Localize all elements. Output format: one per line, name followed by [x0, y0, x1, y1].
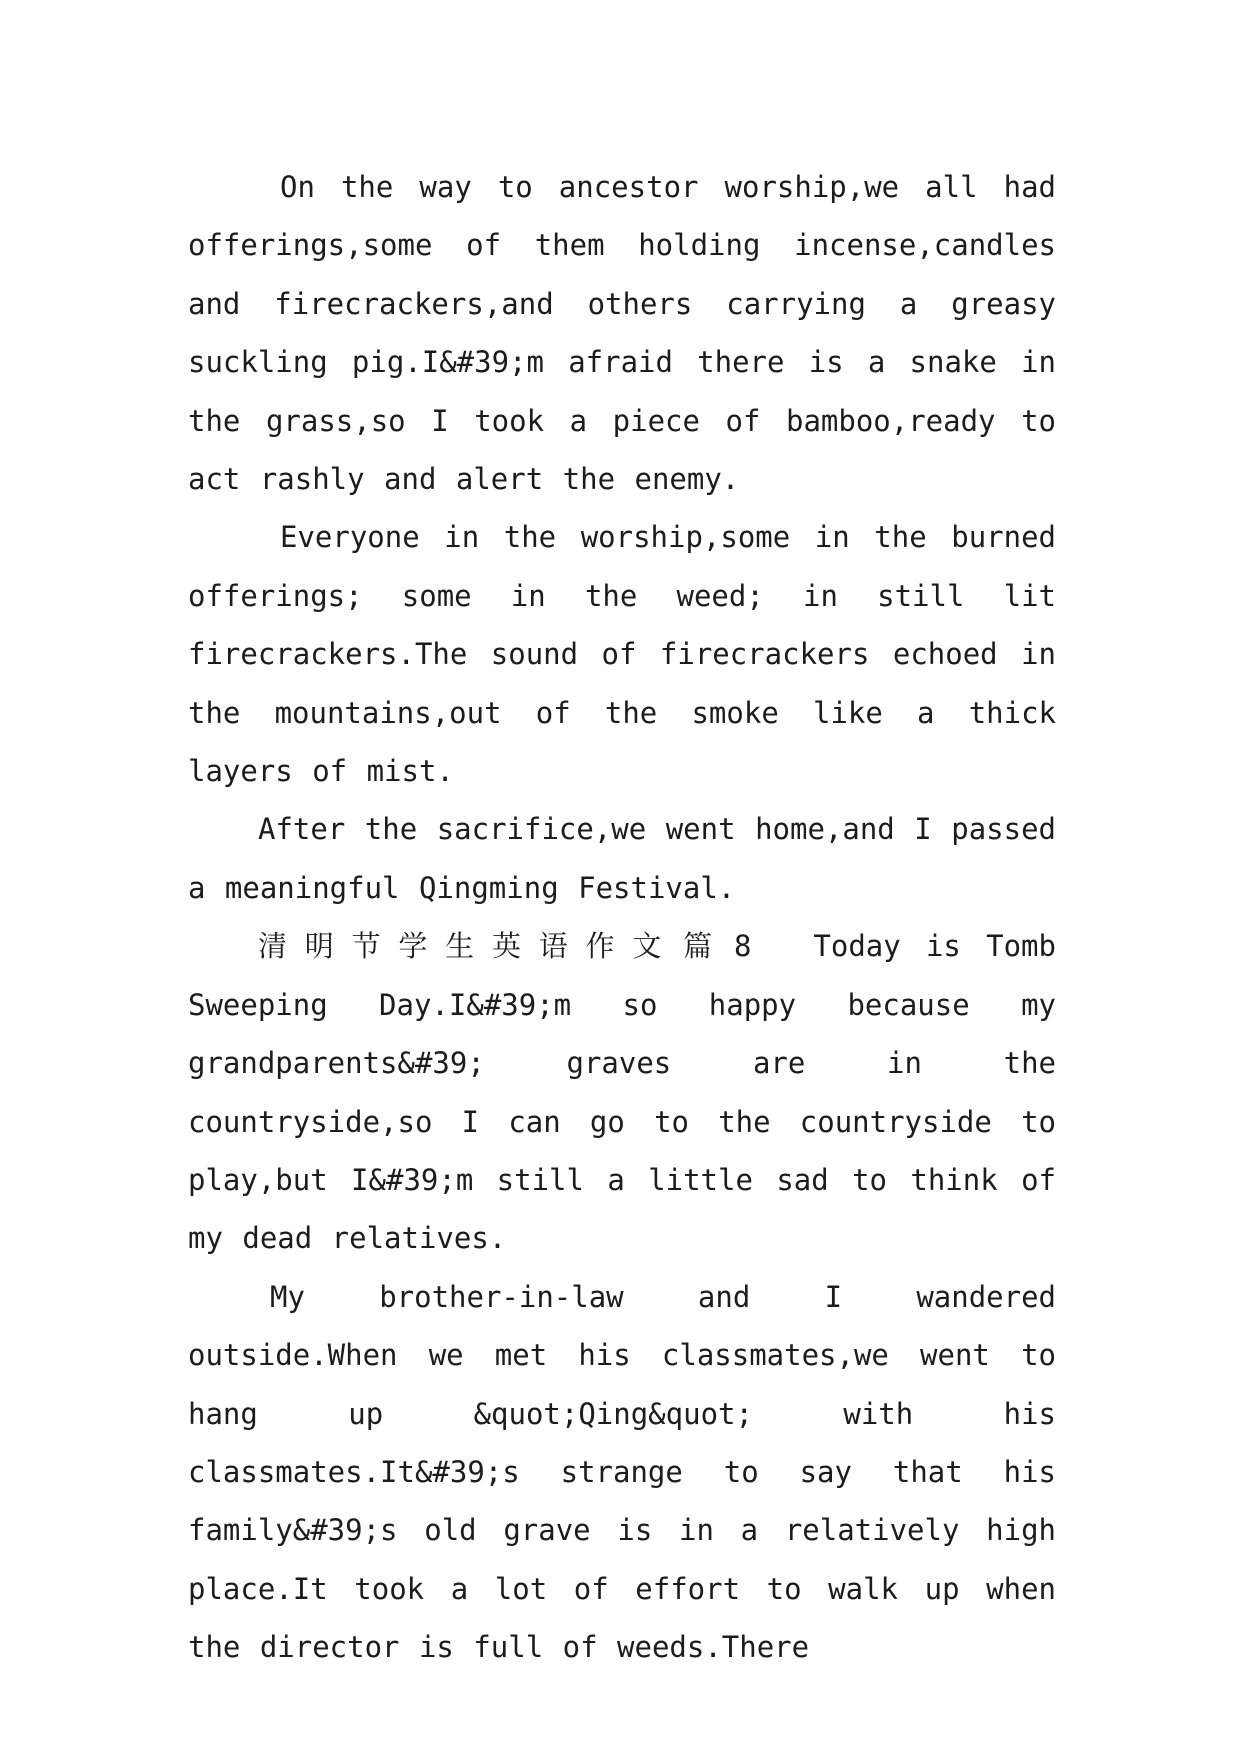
paragraph-brother-in-law: My brother-in-law and I wandered outside.When we met his classmates,we went to hang up &quot;Qing&quot; with his classmates.It&#39;s strange to say that his family&#39;s old grave is in a relatively high place.It took a lot of effort to walk up when the director is full of weeds.There: [188, 1279, 1056, 1665]
section-number: 8: [733, 929, 752, 964]
paragraph-after-sacrifice: After the sacrifice,we went home,and I passed a meaningful Qingming Festival.: [188, 812, 1056, 905]
section-label: 篇: [683, 929, 730, 964]
paragraph-everyone-worship: Everyone in the worship,some in the burned offerings; some in the weed; in still lit firecrackers.The sound of firecrackers echoed in the mountains,out of the smoke like a thick layers of mist.: [188, 520, 1056, 789]
section-8-intro-text: Today is Tomb Sweeping Day.I&#39;m so happy because my grandparents&#39; graves are in the countryside,so I can go to the countryside to play,but I&#39;m still a little sad to think of my dead relatives.: [188, 929, 1056, 1256]
document-page: [188, 158, 1056, 1677]
section-8-paragraph: [188, 917, 1056, 1267]
paragraph-ancestor-worship: On the way to ancestor worship,we all had offerings,some of them holding incense,candles and firecrackers,and others carrying a greasy suckling pig.I&#39;m afraid there is a snake in the grass,so I took a piece of bamboo,ready to act rashly and alert the enemy.: [188, 170, 1056, 497]
section-title: 清明节学生英语作文: [258, 929, 680, 964]
